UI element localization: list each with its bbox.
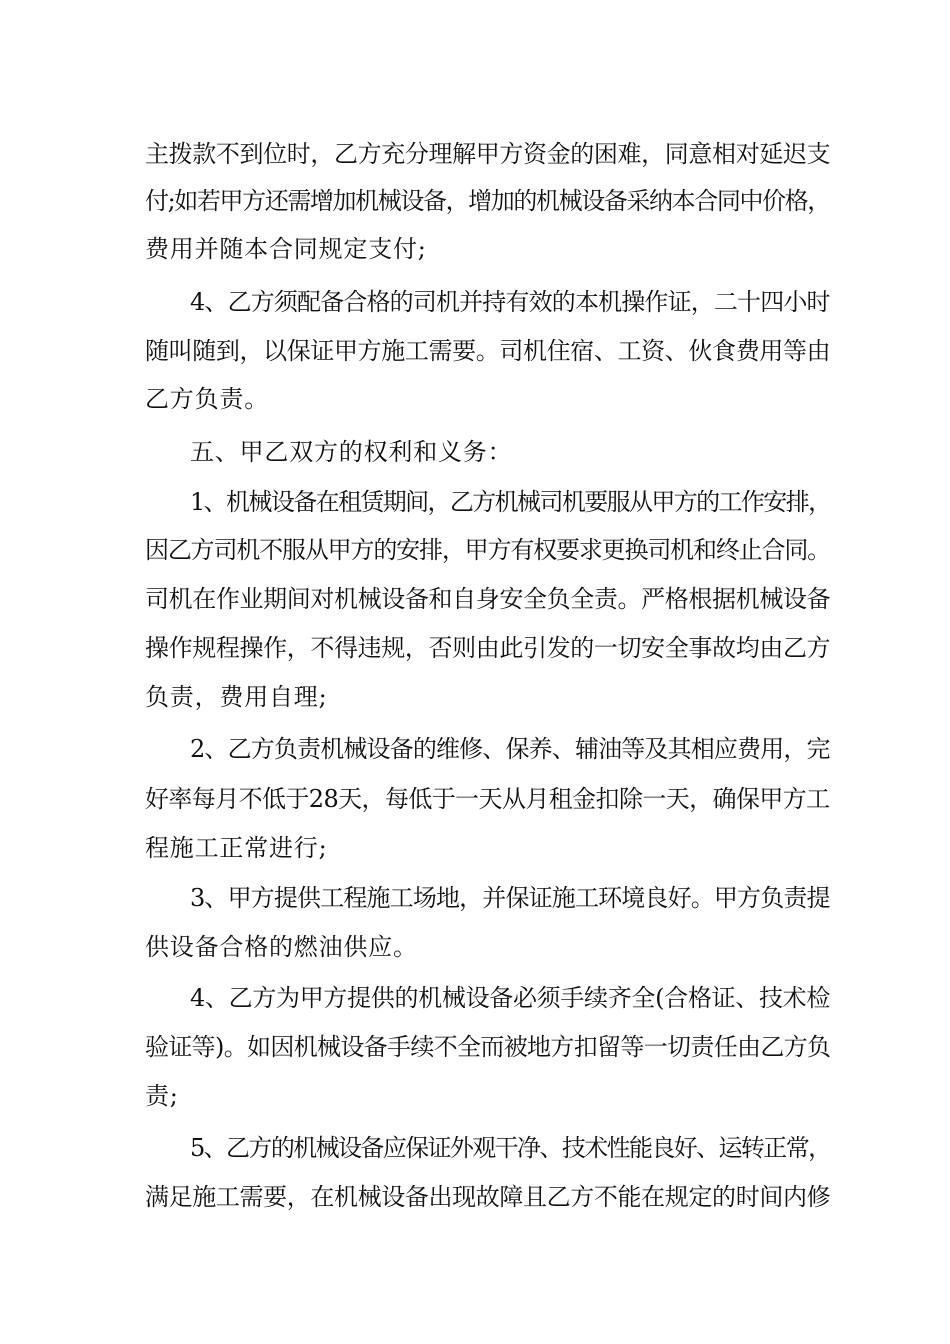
text-line: 乙方负责。 [145, 385, 269, 413]
text-line: 程施工正常进行; [145, 834, 328, 862]
text-line: 责; [145, 1082, 179, 1110]
text-line: 费用并随本合同规定支付; [145, 235, 427, 263]
text-line: 司机在作业期间对机械设备和自身安全负全责。严格根据机械设备 [145, 585, 831, 613]
text-line: 2、乙方负责机械设备的维修、保养、辅油等及其相应费用，完 [190, 735, 830, 763]
section-heading: 五、甲乙双方的权利和义务： [190, 438, 513, 466]
text-line: 供设备合格的燃油供应。 [145, 933, 418, 961]
text-line: 付;如若甲方还需增加机械设备，增加的机械设备采纳本合同中价格， [145, 187, 830, 215]
text-line: 操作规程操作，不得违规，否则由此引发的一切安全事故均由乙方 [145, 634, 831, 662]
text-line: 5、乙方的机械设备应保证外观干净、技术性能良好、运转正常， [190, 1134, 831, 1162]
text-line: 4、乙方为甲方提供的机械设备必须手续齐全(合格证、技术检 [190, 984, 831, 1012]
text-line: 4、乙方须配备合格的司机并持有效的本机操作证，二十四小时 [190, 288, 830, 316]
text-line: 验证等)。如因机械设备手续不全而被地方扣留等一切责任由乙方负 [145, 1033, 831, 1061]
text-line: 负责，费用自理; [145, 683, 328, 711]
text-line: 随叫随到，以保证甲方施工需要。司机住宿、工资、伙食费用等由 [145, 337, 831, 365]
text-line: 因乙方司机不服从甲方的安排，甲方有权要求更换司机和终止合同。 [145, 536, 830, 564]
text-line: 1、机械设备在租赁期间，乙方机械司机要服从甲方的工作安排， [190, 488, 831, 516]
text-line: 3、甲方提供工程施工场地，并保证施工环境良好。甲方负责提 [190, 884, 830, 912]
text-line: 满足施工需要，在机械设备出现故障且乙方不能在规定的时间内修 [145, 1183, 831, 1211]
text-line: 好率每月不低于28天，每低于一天从月租金扣除一天，确保甲方工 [145, 785, 830, 813]
text-line: 主拨款不到位时，乙方充分理解甲方资金的困难，同意相对延迟支 [145, 140, 831, 168]
